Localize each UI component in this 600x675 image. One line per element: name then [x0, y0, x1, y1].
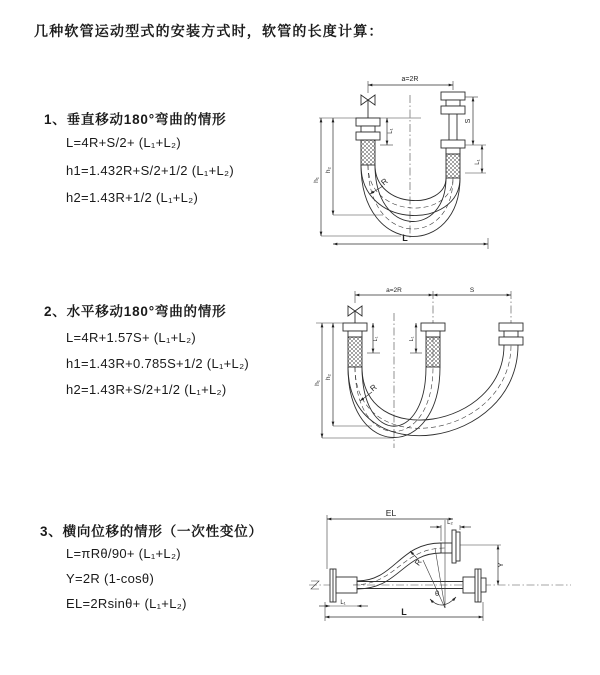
section-3-formula-L: L=πRθ/90+ (L₁+L₂): [66, 546, 181, 561]
dim-label-y: Y: [496, 562, 505, 568]
dim-label-a2r: a=2R: [401, 76, 419, 83]
dim-label-h1: h₁: [313, 177, 320, 183]
dim-label-a2r: a=2R: [386, 287, 402, 294]
page-title: 几种软管运动型式的安装方式时，软管的长度计算：: [34, 23, 384, 39]
section-3-formula-EL: EL=2Rsinθ+ (L₁+L₂): [66, 596, 187, 611]
radius-label: R: [368, 382, 379, 394]
dim-label-l1-left: L₁: [388, 128, 394, 134]
dim-label-s: S: [469, 287, 475, 294]
section-2-formula-L: L=4R+1.57S+ (L₁+L₂): [66, 330, 197, 345]
section-2-formula-h2: h2=1.43R+S/2+1/2 (L₁+L₂): [66, 382, 227, 397]
dim-label-l1: L₁: [340, 600, 346, 606]
dim-label-l1-mid: L₁: [409, 336, 415, 342]
dim-label-l1-left: L₁: [373, 336, 379, 342]
braided-hose-section: [426, 337, 440, 367]
braided-hose-section: [361, 140, 375, 165]
dim-label-l: L: [401, 607, 407, 617]
section-1-formula-h1: h1=1.432R+S/2+1/2 (L₁+L₂): [66, 163, 234, 178]
section-1-heading: 1、垂直移动180°弯曲的情形: [44, 112, 227, 127]
section-2-formula-h1: h1=1.43R+0.785S+1/2 (L₁+L₂): [66, 356, 250, 371]
dim-label-h1: h₁: [314, 380, 321, 386]
dim-label-h2: h₂: [325, 373, 332, 381]
diagram-lateral-displacement: [303, 505, 593, 650]
diagram-vertical-180-bend: [313, 70, 580, 258]
dim-label-s: S: [465, 118, 472, 124]
angle-label: θ: [435, 589, 440, 598]
dim-label-h2: h₂: [325, 166, 332, 174]
dim-label-l1-right: L₁: [475, 159, 481, 165]
braided-hose-section: [348, 337, 362, 367]
section-2-heading: 2、水平移动180°弯曲的情形: [44, 304, 227, 319]
dim-label-l2: L₂: [447, 520, 453, 526]
radius-label: R: [412, 557, 424, 568]
length-label: L: [402, 233, 408, 243]
diagram-horizontal-180-bend: [310, 283, 594, 459]
radius-label: R: [379, 176, 390, 188]
section-1-formula-L: L=4R+S/2+ (L₁+L₂): [66, 135, 181, 150]
dim-label-el: EL: [385, 508, 397, 518]
section-1-formula-h2: h2=1.43R+1/2 (L₁+L₂): [66, 190, 199, 205]
braided-hose-section: [446, 154, 460, 178]
section-3-heading: 3、横向位移的情形（一次性变位）: [40, 524, 263, 539]
section-3-formula-Y: Y=2R (1-cosθ): [66, 571, 155, 586]
